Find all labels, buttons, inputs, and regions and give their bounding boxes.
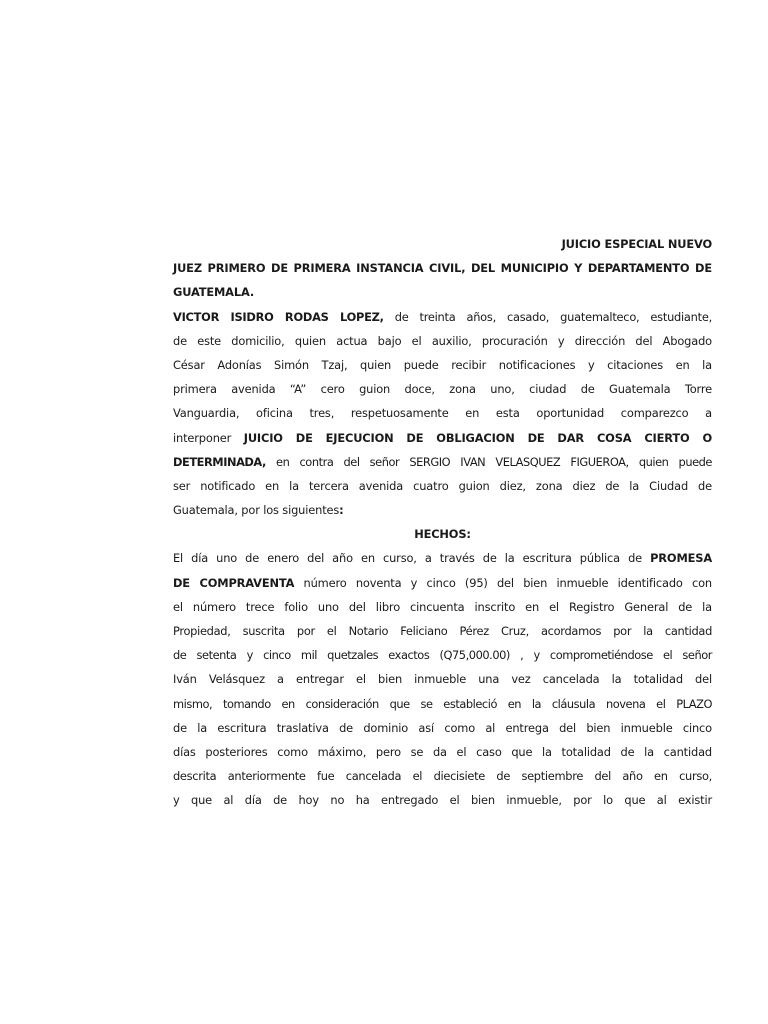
intro-line-8: ser notificado en la tercera avenida cuatro guion diez, zona diez de la Ciudad de (173, 478, 712, 493)
intro-line-7 (173, 450, 712, 474)
judge-line-2: GUATEMALA. (173, 285, 254, 300)
contract-type: PROMESA (650, 551, 712, 566)
intro-line-6 (173, 426, 712, 450)
lawsuit-type: JUICIO DE EJECUCION DE OBLIGACION DE DAR COSA CIERTO O (243, 430, 712, 445)
hechos-line-10: descrita anteriormente fue cancelada el diecisiete de septiembre del año en curso, (173, 769, 712, 784)
intro-line-7-text: en contra del señor SERGIO IVAN VELASQUEZ FIGUEROA, quien puede (265, 454, 712, 469)
plaintiff-name: VICTOR ISIDRO RODAS LOPEZ, (173, 309, 384, 324)
intro-line-4: primera avenida “A” cero guion doce, zona uno, ciudad de Guatemala Torre (173, 382, 712, 397)
hechos-heading: HECHOS: (414, 527, 471, 542)
hechos-line-7: mismo, tomando en consideración que se estableció en la cláusula novena el PLAZO (173, 696, 712, 711)
intro-line-9-text: Guatemala, por los siguientes (173, 503, 340, 518)
hechos-line-11: y que al día de hoy no ha entregado el bien inmueble, por lo que al existir (173, 793, 712, 808)
contract-type-continued: DE COMPRAVENTA (173, 575, 295, 590)
hechos-line-2 (173, 571, 712, 595)
hechos-line-6: Iván Velásquez a entregar el bien inmueble una vez cancelada la totalidad del (173, 672, 712, 687)
hechos-line-4: Propiedad, suscrita por el Notario Feliciano Pérez Cruz, acordamos por la cantidad (173, 624, 712, 638)
hechos-line-3: el número trece folio uno del libro cincuenta inscrito en el Registro General de la (173, 599, 712, 614)
hechos-line-5: de setenta y cinco mil quetzales exactos (Q75,000.00) , y comprometiéndose el señor (173, 648, 712, 663)
intro-line-6-text: interponer (173, 430, 244, 445)
intro-line-1 (173, 305, 712, 329)
hechos-line-1 (173, 546, 712, 570)
hechos-line-8: de la escritura traslativa de dominio así como al entrega del bien inmueble cinco (173, 720, 712, 735)
document-page (173, 232, 712, 813)
hechos-line-9: días posteriores como máximo, pero se da el caso que la totalidad de la cantidad (173, 744, 712, 759)
hechos-line-2-text: número noventa y cinco (95) del bien inmueble identificado con (294, 575, 712, 590)
intro-line-5: Vanguardia, oficina tres, respetuosamente en esta oportunidad comparezco a (173, 406, 712, 421)
intro-line-2: de este domicilio, quien actua bajo el auxilio, procuración y dirección del Abogado (173, 333, 712, 348)
lawsuit-type-continued: DETERMINADA, (173, 454, 266, 469)
intro-line-9 (173, 498, 712, 522)
document-heading: JUICIO ESPECIAL NUEVO (561, 237, 712, 251)
intro-line-3: César Adonías Simón Tzaj, quien puede recibir notificaciones y citaciones en la (173, 357, 712, 372)
judge-line-1: JUEZ PRIMERO DE PRIMERA INSTANCIA CIVIL, DEL MUNICIPIO Y DEPARTAMENTO DE (173, 261, 712, 276)
intro-colon: : (339, 503, 344, 518)
intro-line-1-text: de treinta años, casado, guatemalteco, estudiante, (383, 309, 712, 324)
hechos-line-1-text: El día uno de enero del año en curso, a través de la escritura pública de (173, 551, 651, 566)
